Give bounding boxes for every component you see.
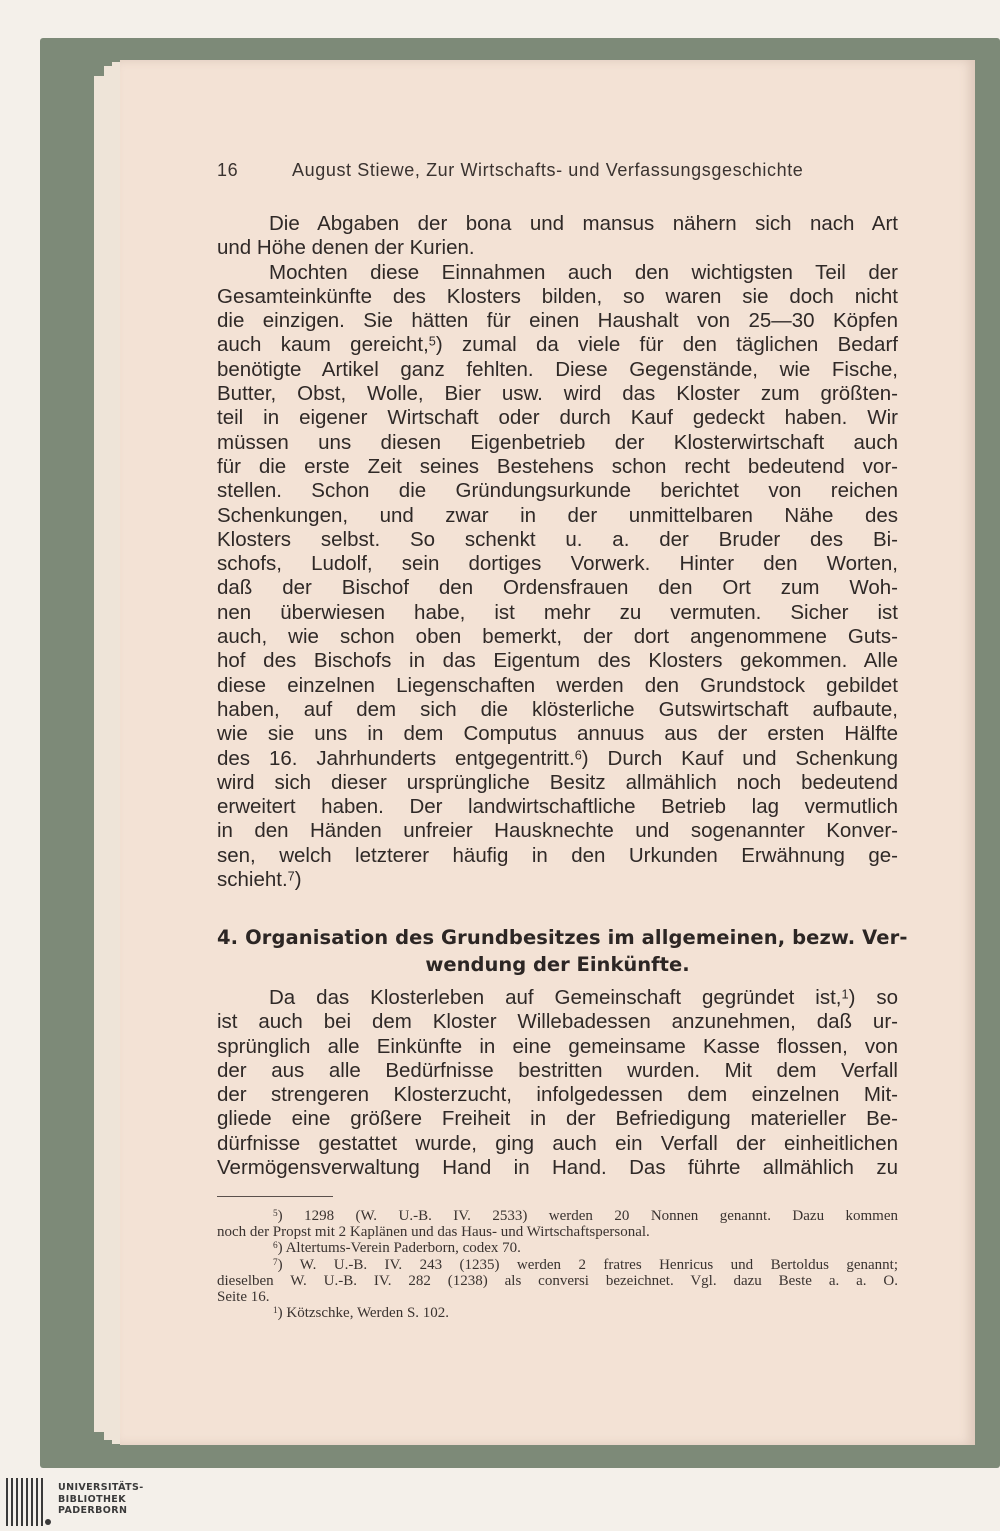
footnote-line [217,1289,898,1305]
text-segment: in den Händen unfreier Hausknechte und sogenannter Konver- [217,819,898,843]
text-segment: dürfnisse gestattet wurde, ging auch ein Verfall der einheitlichen [217,1131,898,1155]
text-segment: Klosters selbst. So schenkt u. a. der Bruder des Bi- [217,527,898,551]
footnote-marker: 6 [574,746,582,762]
text-line [217,1059,898,1083]
text-segment: diese einzelnen Liegenschaften werden den Grundstock gebildet [217,673,898,697]
text-segment: Die Abgaben der bona und mansus nähern sich nach Art [269,212,898,235]
text-segment: Mochten diese Einnahmen auch den wichtigsten Teil der [269,260,898,284]
text-segment: nen überwiesen habe, ist mehr zu vermuten. Sicher ist [217,600,898,624]
text-segment: der aus alle Bedürfnisse bestritten wurden. Mit dem Verfall [217,1058,898,1082]
text-segment: ) [294,868,302,892]
text-segment: sprünglich alle Einkünfte in eine gemeinsame Kasse flossen, von [217,1034,898,1058]
text-line [217,576,898,600]
text-line [217,1132,898,1156]
text-segment: dieselben W. U.-B. IV. 282 (1238) als conversi bezeichnet. Vgl. dazu Beste a. a. O. [217,1272,898,1289]
text-segment: auch kaum gereicht, [217,333,429,357]
text-line [217,1107,898,1131]
text-line [217,528,898,552]
library-logo [6,1478,166,1528]
text-line [217,722,898,746]
text-segment: müssen uns diesen Eigenbetrieb der Klosterwirtschaft auch [217,430,898,454]
text-line [217,455,898,479]
footnote-marker: 7 [287,868,295,884]
footnote-marker: 5 [428,333,436,349]
text-line [217,431,898,455]
text-segment: ist auch bei dem Kloster Willebadessen anzunehmen, daß ur- [217,1010,898,1034]
text-line [217,625,898,649]
text-segment: Butter, Obst, Wolle, Bier usw. wird das Kloster zum größten- [217,382,898,406]
text-line [217,236,898,260]
text-segment: Da das Klosterleben auf Gemeinschaft gegründet ist, [269,986,842,1009]
text-segment: ) zumal da viele für den täglichen Bedarf [435,333,898,357]
text-line [217,358,898,382]
text-segment: des 16. Jahrhunderts entgegentritt. [217,746,575,770]
text-line [217,1035,898,1059]
text-segment: teil in eigener Wirtschaft oder durch Kauf gedeckt haben. Wir [217,406,898,430]
text-line [217,986,898,1010]
page-number: 16 [217,160,239,180]
footnote-line [217,1257,898,1273]
footnote-rule [217,1196,333,1197]
text-line [217,212,898,236]
text-line [217,601,898,625]
text-segment: und Höhe denen der Kurien. [217,236,475,260]
section-heading-line: 4. Organisation des Grundbesitzes im allgemeinen, bezw. Ver- [217,926,908,949]
text-segment: ) 1298 (W. U.-B. IV. 2533) werden 20 Nonnen genannt. Dazu kommen [277,1208,898,1224]
text-segment: stellen. Schon die Gründungsurkunde berichtet von reichen [217,479,898,503]
running-header [217,160,827,181]
text-segment: wird sich dieser ursprüngliche Besitz allmählich noch bedeutend [217,770,898,794]
footnotes [217,1208,898,1321]
footnote-line [217,1208,898,1224]
text-line [217,819,898,843]
library-logo-icon [6,1478,54,1528]
text-line [217,261,898,285]
body-text [217,212,898,892]
logo-text-line: UNIVERSITÄTS- [58,1482,144,1493]
text-segment: noch der Propst mit 2 Kaplänen und das Haus- und Wirtschaftspersonal. [217,1224,650,1241]
text-segment: die einzigen. Sie hätten für einen Haushalt von 25—30 Köpfen [217,309,898,333]
text-segment: ) so [848,986,898,1009]
footnote-marker: 6 [273,1241,278,1252]
text-segment: ) W. U.-B. IV. 243 (1235) werden 2 fratres Henricus und Bertoldus genannt; [277,1256,898,1273]
text-segment: für die erste Zeit seines Bestehens schon recht bedeutend vor- [217,454,898,478]
logo-text-line: BIBLIOTHEK [58,1493,126,1505]
text-line [217,771,898,795]
text-line [217,747,898,771]
footnote-line [217,1240,898,1256]
text-line [217,285,898,309]
text-line [217,1156,898,1180]
text-segment: schofs, Ludolf, sein dortiges Vorwerk. Hinter den Worten, [217,552,898,576]
text-line [217,479,898,503]
text-line [217,1083,898,1107]
text-segment: wie sie uns in dem Computus annuus aus der ersten Hälfte [217,722,898,746]
footnote-line [217,1273,898,1289]
text-segment: erweitert haben. Der landwirtschaftliche Betrieb lag vermutlich [217,795,898,819]
text-segment: Seite 16. [217,1288,270,1305]
section-heading-line: wendung der Einkünfte. [425,953,690,976]
running-title: August Stiewe, Zur Wirtschafts- und Verfassungsgeschichte [292,160,804,180]
text-line [217,1010,898,1034]
text-segment: Gesamteinkünfte des Klosters bilden, so waren sie doch nicht [217,284,898,308]
text-segment: der strengeren Klosterzucht, infolgedessen dem einzelnen Mit- [217,1083,898,1107]
text-line [217,844,898,868]
text-line [217,382,898,406]
library-logo-text [58,1482,144,1517]
text-line [217,868,898,892]
text-line [217,309,898,333]
logo-text-line: PADERBORN [58,1505,128,1516]
text-segment: benötigte Artikel ganz fehlten. Diese Gegenstände, wie Fische, [217,357,898,381]
text-segment: ) Kötzschke, Werden S. 102. [277,1305,450,1322]
footnote-marker: 1 [841,986,849,1002]
text-segment: Schenkungen, und zwar in der unmittelbaren Nähe des [217,503,898,527]
footnote-marker: 1 [273,1305,278,1316]
text-line [217,674,898,698]
text-segment: ) Altertums-Verein Paderborn, codex 70. [277,1240,521,1257]
text-segment: haben, auf dem sich die klösterliche Gutswirtschaft aufbaute, [217,697,898,721]
text-segment: daß der Bischof den Ordensfrauen den Ort zum Woh- [217,576,898,600]
text-line [217,795,898,819]
text-segment: hof des Bischofs in das Eigentum des Klosters gekommen. Alle [217,649,898,673]
text-line [217,333,898,357]
section-body-text [217,986,898,1180]
text-segment: ) Durch Kauf und Schenkung [581,746,899,770]
text-line [217,649,898,673]
text-segment: sen, welch letzterer häufig in den Urkunden Erwähnung ge- [217,843,898,867]
section-heading [217,924,908,978]
text-segment: schieht. [217,868,288,892]
text-line [217,504,898,528]
text-segment: auch, wie schon oben bemerkt, der dort angenommene Guts- [217,625,898,649]
footnote-marker: 7 [273,1257,278,1268]
footnote-line [217,1305,898,1321]
text-segment: gliede eine größere Freiheit in der Befriedigung materieller Be- [217,1107,898,1131]
text-segment: Vermögensverwaltung Hand in Hand. Das führte allmählich zu [217,1156,898,1180]
text-line [217,698,898,722]
footnote-marker: 5 [273,1208,278,1219]
footnote-line [217,1224,898,1240]
text-line [217,552,898,576]
text-line [217,406,898,430]
